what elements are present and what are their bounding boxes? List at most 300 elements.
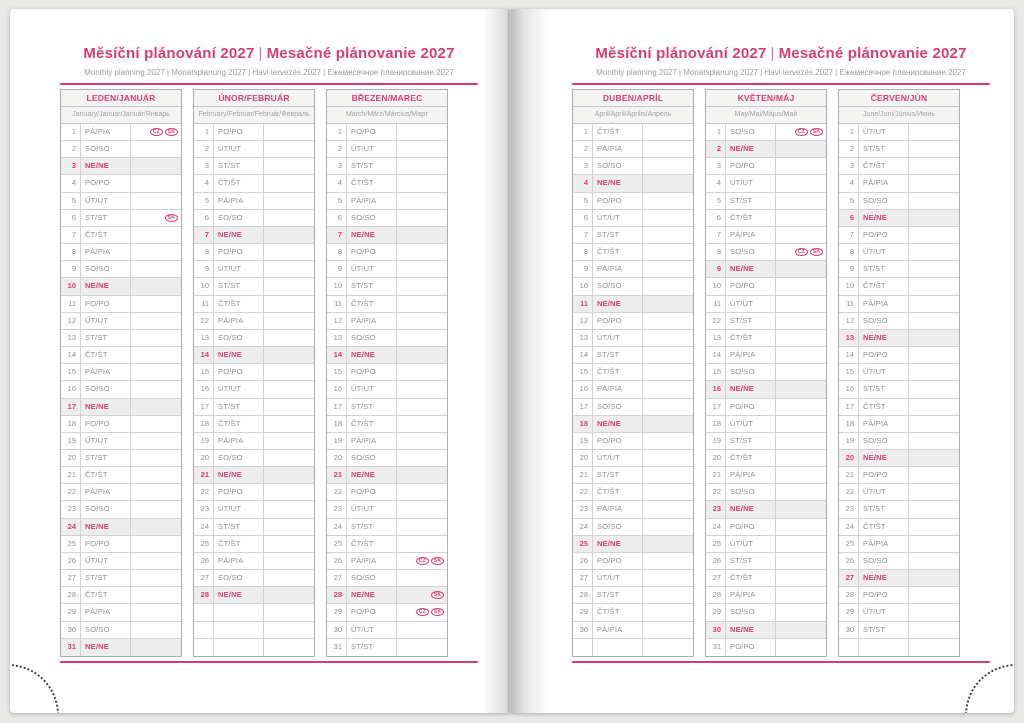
notes-cell bbox=[776, 278, 826, 294]
day-row bbox=[61, 210, 181, 227]
day-number: 27 bbox=[839, 570, 859, 586]
day-row bbox=[839, 364, 959, 381]
notes-cell bbox=[643, 210, 693, 226]
notes-cell bbox=[397, 313, 447, 329]
day-of-week: SO/SO bbox=[593, 158, 643, 174]
day-of-week: PÁ/PIA bbox=[726, 587, 776, 603]
holiday-badge-cz: CZ bbox=[416, 557, 429, 565]
notes-cell bbox=[397, 501, 447, 517]
notes-cell bbox=[643, 158, 693, 174]
notes-cell bbox=[909, 399, 959, 415]
notes-cell bbox=[776, 175, 826, 191]
blank-row bbox=[573, 639, 693, 656]
day-of-week: ÚT/UT bbox=[347, 261, 397, 277]
day-of-week: ST/ST bbox=[81, 570, 131, 586]
day-row-sunday bbox=[194, 587, 314, 604]
day-row bbox=[327, 433, 447, 450]
day-number: 2 bbox=[706, 141, 726, 157]
notes-cell bbox=[776, 553, 826, 569]
day-row bbox=[327, 261, 447, 278]
day-number: 2 bbox=[194, 141, 214, 157]
day-number: 12 bbox=[839, 313, 859, 329]
day-of-week: ST/ST bbox=[859, 381, 909, 397]
day-row bbox=[573, 347, 693, 364]
blank-notes bbox=[909, 639, 959, 656]
months-row bbox=[572, 89, 990, 657]
day-number: 17 bbox=[839, 399, 859, 415]
notes-cell bbox=[264, 433, 314, 449]
day-number: 29 bbox=[573, 604, 593, 620]
day-row bbox=[706, 519, 826, 536]
day-row bbox=[194, 501, 314, 518]
day-row bbox=[194, 536, 314, 553]
day-row-sunday bbox=[327, 227, 447, 244]
day-of-week: ČT/ŠT bbox=[81, 467, 131, 483]
day-of-week: NE/NE bbox=[593, 175, 643, 191]
day-row bbox=[706, 330, 826, 347]
day-number: 20 bbox=[706, 450, 726, 466]
day-row bbox=[61, 296, 181, 313]
day-row bbox=[573, 124, 693, 141]
day-row bbox=[61, 484, 181, 501]
day-of-week: PÁ/PIA bbox=[859, 296, 909, 312]
day-row-sunday bbox=[327, 347, 447, 364]
notes-cell bbox=[643, 193, 693, 209]
month-languages: April/April/Április/Апрель bbox=[573, 107, 693, 124]
notes-cell bbox=[131, 501, 181, 517]
day-row bbox=[573, 433, 693, 450]
day-of-week: PÁ/PIA bbox=[214, 313, 264, 329]
day-of-week: ÚT/UT bbox=[347, 381, 397, 397]
day-row bbox=[61, 433, 181, 450]
notes-cell bbox=[776, 501, 826, 517]
notes-cell bbox=[643, 433, 693, 449]
notes-cell bbox=[776, 296, 826, 312]
day-number: 9 bbox=[839, 261, 859, 277]
day-number: 29 bbox=[61, 604, 81, 620]
day-of-week: ČT/ŠT bbox=[214, 416, 264, 432]
day-number: 26 bbox=[327, 553, 347, 569]
day-of-week: NE/NE bbox=[81, 639, 131, 656]
notes-cell bbox=[776, 364, 826, 380]
day-number: 13 bbox=[839, 330, 859, 346]
day-number: 16 bbox=[61, 381, 81, 397]
day-of-week: PÁ/PIA bbox=[214, 193, 264, 209]
day-of-week: PO/PO bbox=[81, 296, 131, 312]
day-number: 8 bbox=[573, 244, 593, 260]
day-of-week: NE/NE bbox=[347, 347, 397, 363]
blank-notes bbox=[643, 639, 693, 656]
day-row bbox=[839, 124, 959, 141]
day-of-week: PÁ/PIA bbox=[859, 536, 909, 552]
month-days bbox=[327, 124, 447, 656]
day-number: 21 bbox=[327, 467, 347, 483]
day-row bbox=[194, 193, 314, 210]
day-row bbox=[61, 193, 181, 210]
notes-cell bbox=[131, 399, 181, 415]
day-row bbox=[573, 227, 693, 244]
notes-cell bbox=[264, 175, 314, 191]
day-of-week: ÚT/UT bbox=[726, 416, 776, 432]
blank-row bbox=[839, 639, 959, 656]
month-languages: February/Februar/Február/Февраль bbox=[194, 107, 314, 124]
day-row bbox=[194, 175, 314, 192]
day-number: 27 bbox=[573, 570, 593, 586]
day-row bbox=[327, 604, 447, 621]
day-row bbox=[327, 296, 447, 313]
day-number: 23 bbox=[194, 501, 214, 517]
day-of-week: ST/ST bbox=[214, 158, 264, 174]
day-row bbox=[573, 193, 693, 210]
day-number: 11 bbox=[194, 296, 214, 312]
day-row bbox=[573, 467, 693, 484]
day-number: 10 bbox=[573, 278, 593, 294]
notes-cell bbox=[264, 519, 314, 535]
day-row-sunday bbox=[706, 501, 826, 518]
day-number: 26 bbox=[839, 553, 859, 569]
day-row bbox=[327, 313, 447, 330]
notes-cell bbox=[643, 364, 693, 380]
day-row-sunday bbox=[706, 261, 826, 278]
day-row bbox=[327, 141, 447, 158]
day-of-week: SO/SO bbox=[726, 484, 776, 500]
month-languages: March/März/Március/Март bbox=[327, 107, 447, 124]
day-row bbox=[573, 261, 693, 278]
day-number: 19 bbox=[706, 433, 726, 449]
day-of-week: ÚT/UT bbox=[81, 313, 131, 329]
day-of-week: PÁ/PIA bbox=[593, 501, 643, 517]
day-row bbox=[839, 501, 959, 518]
day-of-week: PO/PO bbox=[726, 519, 776, 535]
notes-cell bbox=[909, 433, 959, 449]
blank-row bbox=[194, 639, 314, 656]
notes-cell bbox=[264, 467, 314, 483]
day-number: 17 bbox=[573, 399, 593, 415]
day-row bbox=[61, 313, 181, 330]
notes-cell bbox=[264, 484, 314, 500]
day-number: 5 bbox=[61, 193, 81, 209]
notes-cell bbox=[131, 364, 181, 380]
day-of-week: PÁ/PIA bbox=[726, 347, 776, 363]
notes-cell bbox=[131, 587, 181, 603]
notes-cell bbox=[909, 193, 959, 209]
day-number: 15 bbox=[573, 364, 593, 380]
day-row bbox=[194, 124, 314, 141]
day-row bbox=[327, 639, 447, 656]
notes-cell bbox=[397, 622, 447, 638]
day-of-week: PO/PO bbox=[347, 364, 397, 380]
day-number: 26 bbox=[194, 553, 214, 569]
notes-cell bbox=[909, 158, 959, 174]
day-of-week: PÁ/PIA bbox=[726, 467, 776, 483]
day-row bbox=[61, 450, 181, 467]
day-number: 1 bbox=[327, 124, 347, 140]
day-of-week: ÚT/UT bbox=[859, 124, 909, 140]
day-of-week: ÚT/UT bbox=[859, 364, 909, 380]
day-of-week: ÚT/UT bbox=[347, 622, 397, 638]
day-row bbox=[573, 587, 693, 604]
notes-cell bbox=[776, 622, 826, 638]
notes-cell bbox=[643, 313, 693, 329]
notes-cell bbox=[397, 450, 447, 466]
day-number: 5 bbox=[706, 193, 726, 209]
day-of-week: PO/PO bbox=[859, 227, 909, 243]
day-of-week: NE/NE bbox=[214, 587, 264, 603]
notes-cell bbox=[909, 364, 959, 380]
day-row bbox=[61, 124, 181, 141]
day-number: 25 bbox=[194, 536, 214, 552]
day-number: 22 bbox=[61, 484, 81, 500]
notes-cell bbox=[776, 484, 826, 500]
day-row bbox=[194, 244, 314, 261]
day-number: 6 bbox=[327, 210, 347, 226]
notes-cell bbox=[643, 244, 693, 260]
day-number: 24 bbox=[194, 519, 214, 535]
day-of-week: PÁ/PIA bbox=[347, 433, 397, 449]
day-number: 27 bbox=[327, 570, 347, 586]
day-of-week: ÚT/UT bbox=[859, 244, 909, 260]
day-of-week: ČT/ŠT bbox=[593, 604, 643, 620]
notes-cell bbox=[264, 278, 314, 294]
notes-cell bbox=[131, 210, 181, 226]
month-name: LEDEN/JANUÁR bbox=[61, 90, 181, 107]
notes-cell bbox=[909, 141, 959, 157]
day-number: 14 bbox=[706, 347, 726, 363]
day-row bbox=[327, 570, 447, 587]
day-row-sunday bbox=[194, 227, 314, 244]
day-of-week: ČT/ŠT bbox=[347, 296, 397, 312]
notes-cell bbox=[131, 622, 181, 638]
notes-cell bbox=[264, 227, 314, 243]
day-row-sunday bbox=[839, 570, 959, 587]
notes-cell bbox=[131, 467, 181, 483]
notes-cell bbox=[776, 347, 826, 363]
day-of-week: ST/ST bbox=[859, 261, 909, 277]
day-number: 28 bbox=[706, 587, 726, 603]
day-of-week: SO/SO bbox=[81, 261, 131, 277]
notes-cell bbox=[776, 124, 826, 140]
notes-cell bbox=[264, 553, 314, 569]
month-name: BŘEZEN/MAREC bbox=[327, 90, 447, 107]
day-row bbox=[839, 587, 959, 604]
day-number: 23 bbox=[839, 501, 859, 517]
day-row-sunday bbox=[327, 587, 447, 604]
notes-cell bbox=[397, 570, 447, 586]
day-row bbox=[839, 536, 959, 553]
day-number: 8 bbox=[194, 244, 214, 260]
day-of-week: SO/SO bbox=[859, 553, 909, 569]
day-of-week: NE/NE bbox=[726, 261, 776, 277]
notes-cell bbox=[643, 227, 693, 243]
holiday-badge-sk: SK bbox=[431, 557, 444, 565]
day-number: 14 bbox=[573, 347, 593, 363]
day-row bbox=[839, 227, 959, 244]
day-row bbox=[327, 158, 447, 175]
notes-cell bbox=[909, 622, 959, 638]
day-row bbox=[327, 175, 447, 192]
blank-notes bbox=[264, 639, 314, 656]
day-number: 27 bbox=[706, 570, 726, 586]
day-of-week: SO/SO bbox=[214, 330, 264, 346]
day-row bbox=[706, 416, 826, 433]
notes-cell bbox=[776, 639, 826, 656]
notes-cell bbox=[643, 467, 693, 483]
notes-cell bbox=[131, 416, 181, 432]
day-number: 6 bbox=[61, 210, 81, 226]
notes-cell bbox=[131, 381, 181, 397]
day-of-week: PÁ/PIA bbox=[81, 604, 131, 620]
day-row bbox=[194, 330, 314, 347]
day-of-week: ST/ST bbox=[726, 313, 776, 329]
notes-cell bbox=[264, 330, 314, 346]
day-of-week: ST/ST bbox=[81, 450, 131, 466]
blank-day bbox=[214, 604, 264, 620]
day-row-sunday bbox=[839, 330, 959, 347]
day-row bbox=[61, 536, 181, 553]
day-number: 16 bbox=[839, 381, 859, 397]
day-of-week: ÚT/UT bbox=[726, 296, 776, 312]
day-of-week: PÁ/PIA bbox=[81, 244, 131, 260]
day-row bbox=[61, 227, 181, 244]
holiday-badge-sk: SK bbox=[431, 591, 444, 599]
day-of-week: ČT/ŠT bbox=[859, 399, 909, 415]
day-row bbox=[573, 501, 693, 518]
day-number: 15 bbox=[61, 364, 81, 380]
day-row bbox=[839, 519, 959, 536]
blank-notes bbox=[264, 604, 314, 620]
day-of-week: SO/SO bbox=[347, 210, 397, 226]
notes-cell bbox=[264, 261, 314, 277]
page-title bbox=[572, 45, 990, 63]
month-table-april bbox=[572, 89, 694, 657]
day-of-week: PO/PO bbox=[726, 158, 776, 174]
day-of-week: PO/PO bbox=[859, 347, 909, 363]
day-row bbox=[573, 330, 693, 347]
day-of-week: NE/NE bbox=[726, 501, 776, 517]
day-of-week: ČT/ŠT bbox=[214, 175, 264, 191]
notes-cell bbox=[776, 158, 826, 174]
day-row-sunday bbox=[61, 399, 181, 416]
top-rule bbox=[60, 83, 478, 85]
day-number: 1 bbox=[61, 124, 81, 140]
day-number: 29 bbox=[327, 604, 347, 620]
day-of-week: PÁ/PIA bbox=[859, 175, 909, 191]
day-of-week: SO/SO bbox=[81, 622, 131, 638]
day-row bbox=[194, 364, 314, 381]
day-row bbox=[61, 416, 181, 433]
day-row bbox=[839, 313, 959, 330]
day-row bbox=[839, 296, 959, 313]
day-row-sunday bbox=[573, 416, 693, 433]
month-days bbox=[61, 124, 181, 656]
day-row bbox=[61, 261, 181, 278]
notes-cell bbox=[397, 364, 447, 380]
day-row bbox=[61, 604, 181, 621]
notes-cell bbox=[643, 175, 693, 191]
day-of-week: PO/PO bbox=[347, 604, 397, 620]
notes-cell bbox=[909, 570, 959, 586]
day-of-week: SO/SO bbox=[214, 450, 264, 466]
notes-cell bbox=[397, 433, 447, 449]
notes-cell bbox=[131, 141, 181, 157]
notes-cell bbox=[776, 244, 826, 260]
day-of-week: ÚT/UT bbox=[726, 175, 776, 191]
day-of-week: PO/PO bbox=[347, 244, 397, 260]
notes-cell bbox=[909, 244, 959, 260]
day-row bbox=[194, 296, 314, 313]
day-number: 10 bbox=[706, 278, 726, 294]
day-number: 8 bbox=[839, 244, 859, 260]
day-of-week: NE/NE bbox=[859, 330, 909, 346]
day-of-week: ST/ST bbox=[593, 227, 643, 243]
day-of-week: SO/SO bbox=[214, 210, 264, 226]
notes-cell bbox=[131, 124, 181, 140]
notes-cell bbox=[397, 639, 447, 656]
blank-number bbox=[573, 639, 593, 656]
day-of-week: NE/NE bbox=[347, 467, 397, 483]
day-number: 25 bbox=[839, 536, 859, 552]
day-row bbox=[706, 484, 826, 501]
day-row bbox=[706, 433, 826, 450]
day-row bbox=[194, 433, 314, 450]
notes-cell bbox=[776, 570, 826, 586]
notes-cell bbox=[909, 604, 959, 620]
day-number: 16 bbox=[194, 381, 214, 397]
day-of-week: PO/PO bbox=[214, 244, 264, 260]
notes-cell bbox=[643, 141, 693, 157]
day-row bbox=[573, 399, 693, 416]
day-number: 21 bbox=[706, 467, 726, 483]
notes-cell bbox=[909, 330, 959, 346]
notes-cell bbox=[643, 604, 693, 620]
blank-day bbox=[593, 639, 643, 656]
title-czech: Měsíční plánování 2027 bbox=[83, 45, 255, 62]
day-row bbox=[194, 313, 314, 330]
day-number: 28 bbox=[839, 587, 859, 603]
notes-cell bbox=[131, 313, 181, 329]
day-number: 15 bbox=[706, 364, 726, 380]
day-number: 18 bbox=[706, 416, 726, 432]
day-of-week: PO/PO bbox=[81, 536, 131, 552]
day-row-sunday bbox=[194, 467, 314, 484]
day-of-week: PÁ/PIA bbox=[726, 227, 776, 243]
day-row bbox=[194, 570, 314, 587]
day-number: 22 bbox=[839, 484, 859, 500]
day-number: 3 bbox=[327, 158, 347, 174]
day-number: 25 bbox=[61, 536, 81, 552]
day-number: 18 bbox=[839, 416, 859, 432]
day-row bbox=[573, 519, 693, 536]
month-languages: January/Januar/Január/Январь bbox=[61, 107, 181, 124]
day-of-week: ČT/ŠT bbox=[81, 227, 131, 243]
day-of-week: SO/SO bbox=[726, 244, 776, 260]
day-of-week: ČT/ŠT bbox=[81, 587, 131, 603]
notes-cell bbox=[909, 536, 959, 552]
day-row bbox=[839, 158, 959, 175]
notes-cell bbox=[264, 296, 314, 312]
day-of-week: NE/NE bbox=[214, 347, 264, 363]
day-row bbox=[327, 244, 447, 261]
day-number: 2 bbox=[839, 141, 859, 157]
month-table-june bbox=[838, 89, 960, 657]
notes-cell bbox=[909, 278, 959, 294]
notes-cell bbox=[776, 261, 826, 277]
notes-cell bbox=[397, 536, 447, 552]
day-of-week: PÁ/PIA bbox=[214, 433, 264, 449]
notes-cell bbox=[643, 381, 693, 397]
day-row bbox=[327, 381, 447, 398]
notes-cell bbox=[643, 330, 693, 346]
